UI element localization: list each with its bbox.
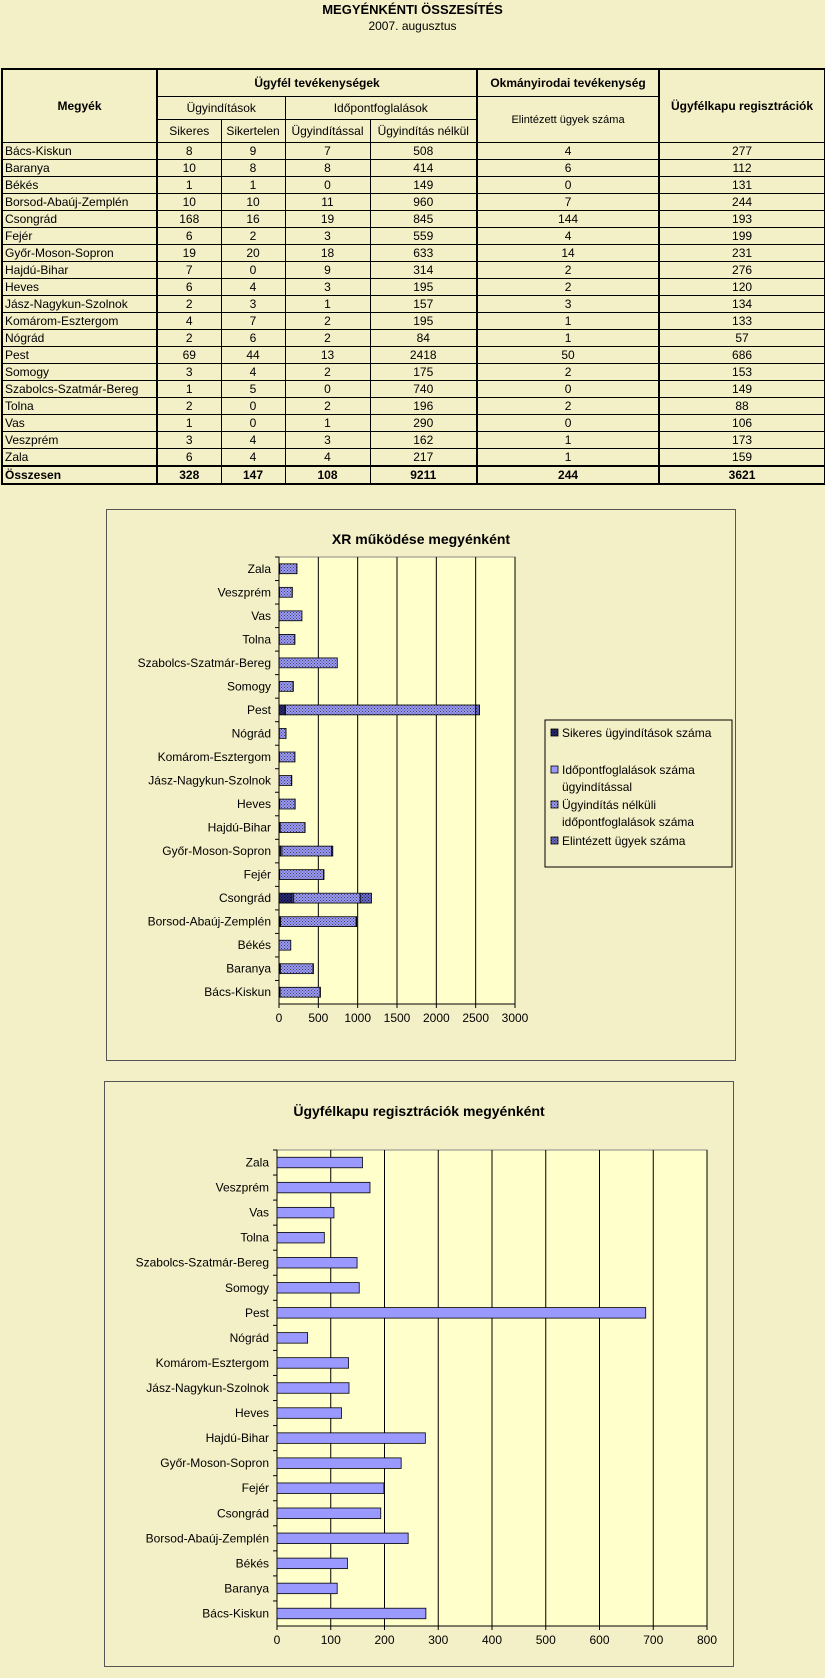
legend-label: Időpontfoglalások száma	[562, 763, 695, 777]
x-tick-label: 3000	[501, 1011, 529, 1025]
table-row	[2, 296, 825, 313]
cell-ugyinditassal: 0	[285, 381, 370, 398]
cell-ugyinditassal: 3	[285, 228, 370, 245]
county-name: Zala	[2, 449, 157, 467]
legend-label: Elintézett ügyek száma	[562, 834, 686, 848]
y-tick-label: Nógrád	[229, 1330, 269, 1345]
page-title: MEGYÉNKÉNTI ÖSSZESÍTÉS	[322, 2, 503, 17]
cell-sikertelen: 44	[221, 347, 285, 364]
bar	[294, 893, 360, 903]
y-tick-label: Szabolcs-Szatmár-Bereg	[135, 1255, 269, 1270]
legend-label: Sikeres ügyindítások száma	[562, 726, 712, 740]
cell-ugyfelkapu: 106	[659, 415, 825, 432]
cell-ugyinditassal: 3	[285, 432, 370, 449]
county-name: Békés	[2, 177, 157, 194]
y-tick-label: Komárom-Esztergom	[157, 749, 271, 764]
xr-chart-title: XR működése megyénként	[331, 531, 511, 547]
bar	[277, 1157, 362, 1168]
cell-sikertelen: 8	[221, 160, 285, 177]
cell-elintezett: 0	[477, 177, 659, 194]
cell-nelkul: 195	[370, 313, 477, 330]
cell-ugyinditassal: 108	[285, 466, 370, 484]
y-tick-label: Hajdú-Bihar	[205, 1431, 269, 1446]
cell-sikeres: 10	[157, 160, 221, 177]
cell-nelkul: 314	[370, 262, 477, 279]
x-tick-label: 1500	[383, 1011, 411, 1025]
cell-ugyinditassal: 1	[285, 296, 370, 313]
cell-ugyinditassal: 2	[285, 313, 370, 330]
cell-ugyinditassal: 7	[285, 143, 370, 160]
cell-elintezett: 2	[477, 364, 659, 381]
cell-ugyinditassal: 1	[285, 415, 370, 432]
table-row	[2, 415, 825, 432]
header-ugyinditassal: Ügyindítással	[285, 120, 370, 143]
y-tick-label: Veszprém	[215, 1180, 269, 1195]
cell-nelkul: 217	[370, 449, 477, 467]
y-tick-label: Bács-Kiskun	[202, 1606, 269, 1621]
bar	[277, 1608, 426, 1619]
y-tick-label: Szabolcs-Szatmár-Bereg	[137, 655, 271, 670]
cell-ugyfelkapu: 199	[659, 228, 825, 245]
cell-nelkul: 195	[370, 279, 477, 296]
cell-nelkul: 149	[370, 177, 477, 194]
legend-swatch	[551, 729, 558, 736]
header-ugyfelkapu: Ügyfélkapu regisztrációk	[659, 69, 825, 143]
legend-label: Ügyindítás nélküli	[562, 798, 657, 812]
bar	[285, 705, 475, 715]
cell-nelkul: 84	[370, 330, 477, 347]
y-tick-label: Tolna	[240, 1230, 269, 1245]
table-row	[2, 432, 825, 449]
cell-ugyfelkapu: 686	[659, 347, 825, 364]
county-name: Tolna	[2, 398, 157, 415]
county-name: Borsod-Abaúj-Zemplén	[2, 194, 157, 211]
x-tick-label: 500	[308, 1011, 329, 1025]
table-row	[2, 330, 825, 347]
ugyfelkapu-chart-title: Ügyfélkapu regisztrációk megyénként	[293, 1103, 545, 1119]
bar	[279, 752, 294, 762]
cell-elintezett: 7	[477, 194, 659, 211]
cell-sikeres: 2	[157, 398, 221, 415]
cell-ugyinditassal: 4	[285, 449, 370, 467]
cell-sikertelen: 2	[221, 228, 285, 245]
bar	[282, 846, 332, 856]
cell-nelkul: 175	[370, 364, 477, 381]
county-name: Szabolcs-Szatmár-Bereg	[2, 381, 157, 398]
x-tick-label: 0	[275, 1011, 283, 1025]
cell-sikertelen: 16	[221, 211, 285, 228]
cell-sikertelen: 1	[221, 177, 285, 194]
cell-ugyinditassal: 0	[285, 177, 370, 194]
county-name: Győr-Moson-Sopron	[2, 245, 157, 262]
county-name: Somogy	[2, 364, 157, 381]
legend-swatch	[551, 837, 558, 844]
ugyfelkapu-chart-panel	[104, 1081, 734, 1667]
y-tick-label: Borsod-Abaúj-Zemplén	[147, 914, 271, 929]
bar	[279, 611, 302, 621]
cell-sikeres: 3	[157, 432, 221, 449]
cell-sikeres: 8	[157, 143, 221, 160]
x-tick-label: 300	[428, 1633, 449, 1647]
cell-sikertelen: 4	[221, 279, 285, 296]
cell-ugyfelkapu: 120	[659, 279, 825, 296]
cell-ugyinditassal: 11	[285, 194, 370, 211]
cell-sikeres: 1	[157, 415, 221, 432]
table-row	[2, 313, 825, 330]
cell-sikeres: 10	[157, 194, 221, 211]
table-row	[2, 143, 825, 160]
legend-label: ügyindítással	[562, 780, 633, 794]
cell-nelkul: 845	[370, 211, 477, 228]
x-tick-label: 0	[273, 1633, 281, 1647]
y-tick-label: Zala	[247, 561, 271, 576]
table-row	[2, 160, 825, 177]
header-okmany-group: Okmányirodai tevékenység	[477, 69, 659, 97]
ugyfelkapu-chart	[105, 1082, 733, 1666]
cell-nelkul: 414	[370, 160, 477, 177]
x-tick-label: 800	[696, 1633, 718, 1647]
cell-sikertelen: 5	[221, 381, 285, 398]
bar	[277, 1433, 425, 1444]
x-tick-label: 2000	[422, 1011, 450, 1025]
cell-elintezett: 4	[477, 228, 659, 245]
county-name: Bács-Kiskun	[2, 143, 157, 160]
cell-sikertelen: 0	[221, 415, 285, 432]
legend-label: időpontfoglalások száma	[562, 815, 695, 829]
y-tick-label: Békés	[235, 1556, 269, 1571]
x-tick-label: 200	[374, 1633, 395, 1647]
cell-ugyfelkapu: 231	[659, 245, 825, 262]
table-row	[2, 211, 825, 228]
cell-sikertelen: 9	[221, 143, 285, 160]
y-tick-label: Baranya	[224, 1581, 269, 1596]
cell-ugyinditassal: 18	[285, 245, 370, 262]
header-sikertelen: Sikertelen	[221, 120, 285, 143]
table-row	[2, 245, 825, 262]
x-tick-label: 400	[481, 1633, 503, 1647]
table-total-row	[2, 466, 825, 484]
y-tick-label: Veszprém	[217, 585, 271, 600]
y-tick-label: Győr-Moson-Sopron	[160, 1456, 269, 1471]
y-tick-label: Borsod-Abaúj-Zemplén	[145, 1531, 269, 1546]
county-name: Hajdú-Bihar	[2, 262, 157, 279]
table-row	[2, 262, 825, 279]
cell-sikertelen: 7	[221, 313, 285, 330]
cell-ugyfelkapu: 244	[659, 194, 825, 211]
header-elintezett: Elintézett ügyek száma	[477, 97, 659, 143]
y-tick-label: Jász-Nagykun-Szolnok	[146, 1381, 269, 1395]
cell-nelkul: 196	[370, 398, 477, 415]
y-tick-label: Komárom-Esztergom	[155, 1355, 269, 1370]
cell-elintezett: 2	[477, 398, 659, 415]
bar	[277, 1583, 337, 1594]
xr-chart-panel	[106, 509, 736, 1061]
bar	[277, 1257, 357, 1268]
cell-nelkul: 633	[370, 245, 477, 262]
y-tick-label: Fejér	[241, 1481, 269, 1496]
y-tick-label: Csongrád	[218, 891, 271, 906]
bar	[277, 1358, 348, 1369]
x-tick-label: 600	[589, 1633, 610, 1647]
cell-sikertelen: 0	[221, 398, 285, 415]
county-name: Csongrád	[2, 211, 157, 228]
cell-elintezett: 4	[477, 143, 659, 160]
page-subtitle: 2007. augusztus	[368, 19, 457, 33]
y-tick-label: Vas	[249, 1205, 269, 1220]
bar	[279, 634, 294, 644]
county-name: Vas	[2, 415, 157, 432]
cell-ugyinditassal: 2	[285, 398, 370, 415]
summary-table	[1, 68, 825, 485]
county-name: Heves	[2, 279, 157, 296]
cell-sikertelen: 4	[221, 432, 285, 449]
bar	[279, 893, 292, 903]
x-tick-label: 1000	[344, 1011, 372, 1025]
bar	[277, 1533, 408, 1544]
bar	[360, 893, 371, 903]
cell-elintezett: 0	[477, 415, 659, 432]
bar	[277, 1333, 308, 1344]
y-tick-label: Tolna	[242, 632, 271, 647]
bar	[277, 1283, 359, 1294]
bar	[280, 987, 320, 997]
bar	[277, 1232, 324, 1243]
cell-elintezett: 14	[477, 245, 659, 262]
y-tick-label: Hajdú-Bihar	[207, 820, 271, 835]
cell-sikeres: 2	[157, 296, 221, 313]
cell-ugyfelkapu: 277	[659, 143, 825, 160]
y-tick-label: Heves	[234, 1406, 269, 1421]
county-name: Összesen	[2, 466, 157, 484]
x-tick-label: 2500	[462, 1011, 490, 1025]
legend-swatch	[551, 766, 558, 773]
cell-sikeres: 6	[157, 228, 221, 245]
cell-ugyinditassal: 2	[285, 364, 370, 381]
cell-sikeres: 1	[157, 381, 221, 398]
header-idopont: Időpontfoglalások	[285, 97, 477, 120]
cell-ugyinditassal: 13	[285, 347, 370, 364]
cell-nelkul: 162	[370, 432, 477, 449]
cell-elintezett: 1	[477, 313, 659, 330]
header-megyek: Megyék	[2, 69, 157, 143]
bar	[277, 1383, 349, 1394]
bar	[279, 729, 286, 739]
cell-sikertelen: 10	[221, 194, 285, 211]
y-tick-label: Csongrád	[216, 1506, 269, 1521]
table-row	[2, 177, 825, 194]
cell-ugyfelkapu: 159	[659, 449, 825, 467]
cell-sikeres: 69	[157, 347, 221, 364]
cell-nelkul: 9211	[370, 466, 477, 484]
county-name: Jász-Nagykun-Szolnok	[2, 296, 157, 313]
county-name: Komárom-Esztergom	[2, 313, 157, 330]
cell-nelkul: 740	[370, 381, 477, 398]
bar	[277, 1508, 381, 1519]
cell-ugyfelkapu: 276	[659, 262, 825, 279]
cell-sikeres: 6	[157, 279, 221, 296]
cell-elintezett: 6	[477, 160, 659, 177]
cell-sikertelen: 147	[221, 466, 285, 484]
cell-sikeres: 19	[157, 245, 221, 262]
cell-elintezett: 1	[477, 432, 659, 449]
y-tick-label: Baranya	[226, 961, 271, 976]
cell-ugyfelkapu: 88	[659, 398, 825, 415]
cell-nelkul: 960	[370, 194, 477, 211]
cell-ugyfelkapu: 134	[659, 296, 825, 313]
cell-sikertelen: 4	[221, 364, 285, 381]
bar	[277, 1207, 334, 1218]
y-tick-label: Pest	[244, 1305, 269, 1320]
cell-elintezett: 50	[477, 347, 659, 364]
cell-elintezett: 3	[477, 296, 659, 313]
cell-sikeres: 168	[157, 211, 221, 228]
xr-chart	[107, 510, 735, 1060]
cell-sikeres: 4	[157, 313, 221, 330]
bar	[279, 658, 337, 668]
cell-sikeres: 2	[157, 330, 221, 347]
cell-ugyfelkapu: 173	[659, 432, 825, 449]
county-name: Veszprém	[2, 432, 157, 449]
cell-elintezett: 0	[477, 381, 659, 398]
x-tick-label: 700	[643, 1633, 664, 1647]
cell-ugyinditassal: 2	[285, 330, 370, 347]
county-name: Pest	[2, 347, 157, 364]
bar	[280, 870, 324, 880]
cell-nelkul: 2418	[370, 347, 477, 364]
cell-elintezett: 1	[477, 449, 659, 467]
cell-ugyinditassal: 8	[285, 160, 370, 177]
county-name: Fejér	[2, 228, 157, 245]
table-row	[2, 364, 825, 381]
header-nelkul: Ügyindítás nélkül	[370, 120, 477, 143]
bar	[280, 799, 295, 809]
cell-ugyfelkapu: 131	[659, 177, 825, 194]
cell-ugyfelkapu: 112	[659, 160, 825, 177]
bar	[332, 846, 333, 856]
table-row	[2, 449, 825, 467]
county-name: Nógrád	[2, 330, 157, 347]
y-tick-label: Somogy	[226, 679, 271, 694]
bar	[279, 705, 284, 715]
y-tick-label: Bács-Kiskun	[204, 985, 271, 1000]
cell-elintezett: 144	[477, 211, 659, 228]
legend-swatch	[551, 801, 558, 808]
bar	[280, 564, 297, 574]
cell-ugyinditassal: 3	[285, 279, 370, 296]
table-row	[2, 381, 825, 398]
y-tick-label: Pest	[246, 702, 271, 717]
cell-ugyinditassal: 19	[285, 211, 370, 228]
y-tick-label: Heves	[236, 797, 271, 812]
cell-nelkul: 559	[370, 228, 477, 245]
cell-ugyfelkapu: 193	[659, 211, 825, 228]
y-tick-label: Békés	[237, 938, 271, 953]
cell-ugyfelkapu: 3621	[659, 466, 825, 484]
cell-nelkul: 508	[370, 143, 477, 160]
county-name: Baranya	[2, 160, 157, 177]
cell-sikeres: 3	[157, 364, 221, 381]
cell-elintezett: 2	[477, 262, 659, 279]
cell-elintezett: 2	[477, 279, 659, 296]
cell-sikeres: 6	[157, 449, 221, 467]
cell-sikertelen: 4	[221, 449, 285, 467]
cell-sikertelen: 0	[221, 262, 285, 279]
x-tick-label: 100	[320, 1633, 341, 1647]
bar	[279, 940, 291, 950]
bar	[277, 1182, 370, 1193]
bar	[279, 587, 292, 597]
cell-ugyfelkapu: 57	[659, 330, 825, 347]
y-tick-label: Nógrád	[231, 726, 271, 741]
cell-sikertelen: 20	[221, 245, 285, 262]
cell-sikeres: 328	[157, 466, 221, 484]
y-tick-label: Győr-Moson-Sopron	[162, 844, 271, 859]
bar	[279, 681, 293, 691]
y-tick-label: Vas	[251, 608, 271, 623]
cell-sikertelen: 6	[221, 330, 285, 347]
table-row	[2, 398, 825, 415]
cell-elintezett: 1	[477, 330, 659, 347]
table-row	[2, 347, 825, 364]
cell-sikeres: 7	[157, 262, 221, 279]
bar	[277, 1483, 384, 1494]
bar	[281, 917, 357, 927]
y-tick-label: Fejér	[243, 867, 271, 882]
header-ugyinditasok: Ügyindítások	[157, 97, 285, 120]
bar	[280, 823, 305, 833]
y-tick-label: Somogy	[224, 1280, 269, 1295]
header-sikeres: Sikeres	[157, 120, 221, 143]
bar	[476, 705, 480, 715]
cell-ugyinditassal: 9	[285, 262, 370, 279]
cell-ugyfelkapu: 149	[659, 381, 825, 398]
y-tick-label: Jász-Nagykun-Szolnok	[148, 773, 271, 788]
bar	[277, 1308, 646, 1319]
bar	[280, 964, 313, 974]
table-row	[2, 228, 825, 245]
bar	[277, 1458, 401, 1469]
bar	[277, 1408, 342, 1419]
cell-sikeres: 1	[157, 177, 221, 194]
cell-ugyfelkapu: 133	[659, 313, 825, 330]
bar	[277, 1558, 347, 1569]
table-row	[2, 194, 825, 211]
cell-nelkul: 290	[370, 415, 477, 432]
y-tick-label: Zala	[245, 1155, 269, 1170]
header-ugyfel-group: Ügyfél tevékenységek	[157, 69, 477, 97]
cell-nelkul: 157	[370, 296, 477, 313]
cell-elintezett: 244	[477, 466, 659, 484]
x-tick-label: 500	[535, 1633, 556, 1647]
bar	[356, 917, 357, 927]
table-row	[2, 279, 825, 296]
bar	[279, 776, 291, 786]
cell-ugyfelkapu: 153	[659, 364, 825, 381]
cell-sikertelen: 3	[221, 296, 285, 313]
